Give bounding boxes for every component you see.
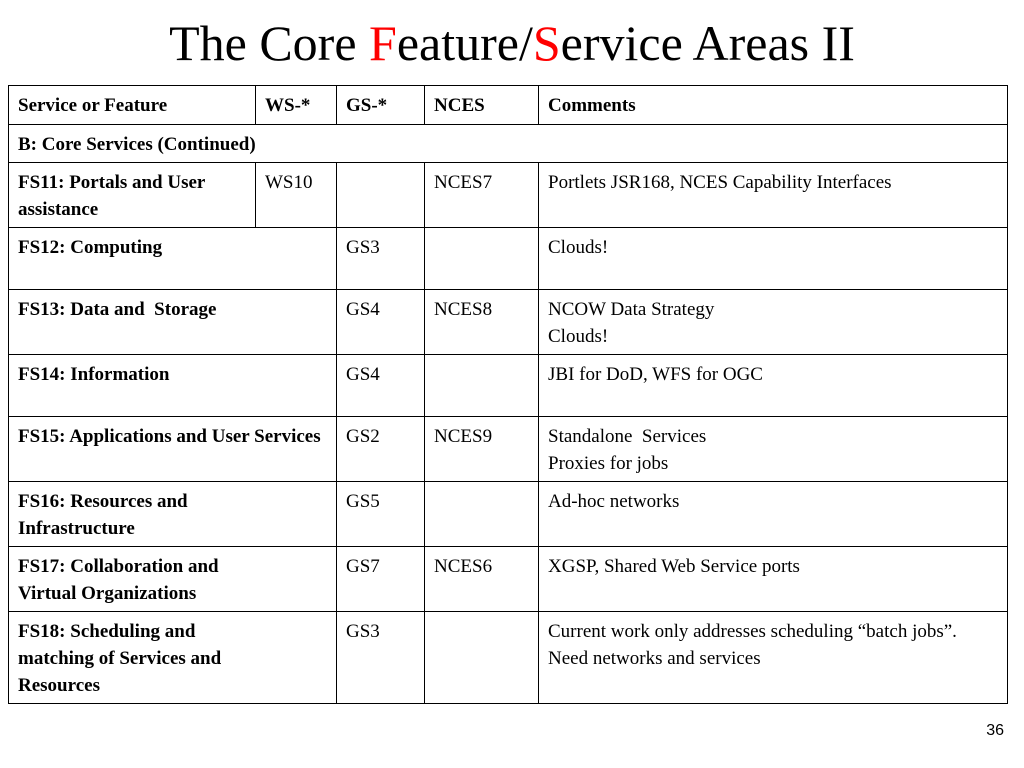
feature-cell: FS12: Computing	[9, 228, 337, 290]
table-row	[9, 355, 1008, 417]
nces-cell: NCES9	[425, 417, 539, 482]
header-cell: WS-*	[256, 86, 337, 125]
page-number: 36	[986, 722, 1004, 739]
gs-cell: GS4	[337, 355, 425, 417]
gs-cell: GS5	[337, 482, 425, 547]
feature-cell: FS17: Collaboration and Virtual Organizations	[9, 547, 337, 612]
nces-cell	[425, 228, 539, 290]
comments-cell: Current work only addresses scheduling “batch jobs”. Need networks and services	[539, 612, 1008, 704]
feature-cell: FS13: Data and Storage	[9, 290, 337, 355]
comments-cell: JBI for DoD, WFS for OGC	[539, 355, 1008, 417]
section-row	[9, 125, 1008, 163]
gs-cell: GS4	[337, 290, 425, 355]
table-row	[9, 612, 1008, 704]
ws-cell: WS10	[256, 163, 337, 228]
feature-cell: FS11: Portals and User assistance	[9, 163, 256, 228]
gs-cell: GS3	[337, 228, 425, 290]
nces-cell: NCES7	[425, 163, 539, 228]
nces-cell	[425, 612, 539, 704]
header-row	[9, 86, 1008, 125]
feature-cell: FS14: Information	[9, 355, 337, 417]
nces-cell: NCES6	[425, 547, 539, 612]
header-cell: Comments	[539, 86, 1008, 125]
comments-cell: Portlets JSR168, NCES Capability Interfaces	[539, 163, 1008, 228]
table-row	[9, 417, 1008, 482]
feature-cell: FS16: Resources and Infrastructure	[9, 482, 337, 547]
gs-cell: GS3	[337, 612, 425, 704]
table-row	[9, 228, 1008, 290]
table-row	[9, 290, 1008, 355]
gs-cell: GS7	[337, 547, 425, 612]
nces-cell	[425, 355, 539, 417]
nces-cell	[425, 482, 539, 547]
section-label: B: Core Services (Continued)	[9, 125, 1008, 163]
table-row	[9, 163, 1008, 228]
header-cell: GS-*	[337, 86, 425, 125]
table-row	[9, 482, 1008, 547]
slide-title: The Core Feature/Service Areas II	[169, 15, 855, 71]
header-cell: NCES	[425, 86, 539, 125]
gs-cell: GS2	[337, 417, 425, 482]
header-cell: Service or Feature	[9, 86, 256, 125]
comments-cell: Ad-hoc networks	[539, 482, 1008, 547]
table-row	[9, 547, 1008, 612]
feature-cell: FS18: Scheduling and matching of Services and Resources	[9, 612, 337, 704]
feature-table	[8, 85, 1008, 704]
gs-cell	[337, 163, 425, 228]
comments-cell: Clouds!	[539, 228, 1008, 290]
feature-cell: FS15: Applications and User Services	[9, 417, 337, 482]
nces-cell: NCES8	[425, 290, 539, 355]
comments-cell: NCOW Data Strategy Clouds!	[539, 290, 1008, 355]
comments-cell: Standalone Services Proxies for jobs	[539, 417, 1008, 482]
comments-cell: XGSP, Shared Web Service ports	[539, 547, 1008, 612]
